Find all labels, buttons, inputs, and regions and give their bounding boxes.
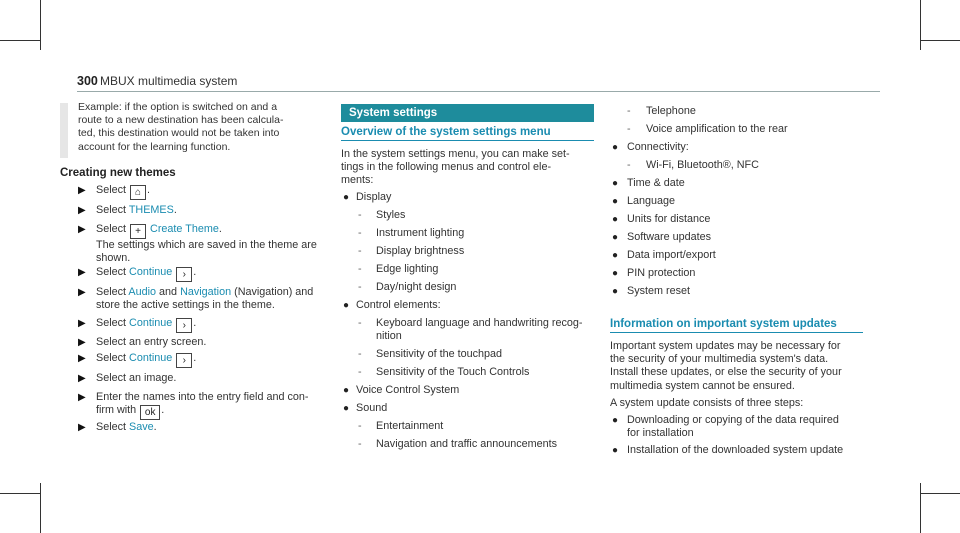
arrow-icon: ▶ xyxy=(78,392,86,403)
continue-link: Continue xyxy=(129,266,173,278)
home-icon: ⌂ xyxy=(130,185,146,200)
crop-mark xyxy=(40,483,41,533)
bullet-icon: ● xyxy=(343,300,350,311)
section-heading: Overview of the system settings menu xyxy=(341,126,551,138)
list-item: Software updates xyxy=(627,231,712,243)
step-item: ▶ Select Continue › . xyxy=(78,266,197,280)
step-item: ▶ Select an image. xyxy=(78,372,177,384)
chevron-right-icon: › xyxy=(176,267,192,282)
bullet-icon: ● xyxy=(343,403,350,414)
note-line: ted, this destination would not be taken into xyxy=(78,127,280,140)
arrow-icon: ▶ xyxy=(78,373,86,384)
list-item: Display brightness xyxy=(376,245,465,257)
dash-icon: - xyxy=(627,159,631,171)
arrow-icon: ▶ xyxy=(78,224,86,235)
continue-link: Continue xyxy=(129,352,173,364)
list-item: Styles xyxy=(376,209,406,221)
bullet-icon: ● xyxy=(612,286,619,297)
list-item: Voice amplification to the rear xyxy=(646,123,788,135)
list-item: Sound xyxy=(356,402,388,414)
list-item: Entertainment xyxy=(376,420,444,432)
list-item: Connectivity: xyxy=(627,141,689,153)
dash-icon: - xyxy=(358,348,362,360)
arrow-icon: ▶ xyxy=(78,422,86,433)
list-item: Day/night design xyxy=(376,281,457,293)
arrow-icon: ▶ xyxy=(78,318,86,329)
paragraph: A system update consists of three steps: xyxy=(610,397,804,409)
crop-mark xyxy=(0,493,40,494)
list-item: Instrument lighting xyxy=(376,227,465,239)
dash-icon: - xyxy=(358,227,362,239)
bullet-icon: ● xyxy=(612,268,619,279)
note-marker xyxy=(60,103,68,158)
list-item: Keyboard language and handwriting recog- nition xyxy=(376,317,583,343)
save-link: Save xyxy=(129,421,154,433)
section-rule xyxy=(610,332,863,333)
list-item: Downloading or copying of the data required for installation xyxy=(627,414,839,440)
list-item: Sensitivity of the Touch Controls xyxy=(376,366,530,378)
dash-icon: - xyxy=(358,317,362,329)
arrow-icon: ▶ xyxy=(78,205,86,216)
intro-text: In the system settings menu, you can make set- tings in the following menus and control ele- ments: xyxy=(341,148,570,187)
bullet-icon: ● xyxy=(612,196,619,207)
dash-icon: - xyxy=(358,366,362,378)
arrow-icon: ▶ xyxy=(78,353,86,364)
list-item: Installation of the downloaded system update xyxy=(627,444,844,456)
bullet-icon: ● xyxy=(612,214,619,225)
section-bar xyxy=(341,104,594,122)
crop-mark xyxy=(920,0,921,50)
step-item: ▶ Select Continue › . xyxy=(78,352,197,366)
dash-icon: - xyxy=(627,123,631,135)
section-rule xyxy=(341,140,594,141)
step-item: ▶ Select Audio and Navigation (Navigation) and store the active settings in the theme. xyxy=(78,286,314,312)
list-item: Control elements: xyxy=(356,299,441,311)
step-item: ▶ Select an entry screen. xyxy=(78,336,207,348)
list-item: Edge lighting xyxy=(376,263,439,275)
header-divider xyxy=(77,91,880,92)
list-item: Wi-Fi, Bluetooth®, NFC xyxy=(646,159,759,171)
list-item: Language xyxy=(627,195,676,207)
note-text xyxy=(78,101,328,154)
step-item: ▶ Select + Create Theme. The settings which are saved in the theme are shown. xyxy=(78,223,317,265)
list-item: Telephone xyxy=(646,105,696,117)
note-line: route to a new destination has been calcula- xyxy=(78,114,284,127)
navigation-link: Navigation xyxy=(180,286,232,298)
list-item: Display xyxy=(356,191,392,203)
list-item: Navigation and traffic announcements xyxy=(376,438,558,450)
crop-mark xyxy=(0,40,40,41)
note-line: Example: if the option is switched on and a xyxy=(78,101,278,113)
bullet-icon: ● xyxy=(612,142,619,153)
chevron-right-icon: › xyxy=(176,318,192,333)
section-heading: Information on important system updates xyxy=(610,318,837,330)
arrow-icon: ▶ xyxy=(78,337,86,348)
dash-icon: - xyxy=(358,281,362,293)
step-item: ▶ Select Continue › . xyxy=(78,317,197,331)
crop-mark xyxy=(920,483,921,533)
step-item: ▶ Select Save. xyxy=(78,421,157,433)
subheading: Creating new themes xyxy=(60,167,176,179)
dash-icon: - xyxy=(358,420,362,432)
dash-icon: - xyxy=(627,105,631,117)
crop-mark xyxy=(920,40,960,41)
dash-icon: - xyxy=(358,263,362,275)
create-theme-link: Create Theme xyxy=(150,223,219,235)
page-title: MBUX multimedia system xyxy=(100,74,238,88)
ok-icon: ok xyxy=(140,405,160,420)
step-item: ▶ Select THEMES. xyxy=(78,204,177,216)
dash-icon: - xyxy=(358,209,362,221)
list-item: PIN protection xyxy=(627,267,696,279)
plus-icon: + xyxy=(130,224,146,239)
bullet-icon: ● xyxy=(612,178,619,189)
list-item: Time & date xyxy=(627,177,685,189)
list-item: Units for distance xyxy=(627,213,711,225)
list-item: Sensitivity of the touchpad xyxy=(376,348,503,360)
page-number: 300 xyxy=(77,74,98,88)
audio-link: Audio xyxy=(128,286,157,298)
list-item: System reset xyxy=(627,285,690,297)
list-item: Voice Control System xyxy=(356,384,460,396)
crop-mark xyxy=(920,493,960,494)
chevron-right-icon: › xyxy=(176,353,192,368)
arrow-icon: ▶ xyxy=(78,185,86,196)
themes-link: THEMES xyxy=(128,204,174,216)
section-bar-title: System settings xyxy=(349,107,438,119)
step-item: ▶ Select ⌂ . xyxy=(78,184,151,198)
note-line: account for the learning function. xyxy=(78,140,231,153)
crop-mark xyxy=(40,0,41,50)
dash-icon: - xyxy=(358,438,362,450)
dash-icon: - xyxy=(358,245,362,257)
continue-link: Continue xyxy=(129,317,173,329)
bullet-icon: ● xyxy=(612,232,619,243)
arrow-icon: ▶ xyxy=(78,287,86,298)
step-text: Select xyxy=(96,184,130,196)
bullet-icon: ● xyxy=(343,385,350,396)
paragraph: Important system updates may be necessary for the security of your multimedia system's data. Install these updates, or else the security of your multimedia system cannot be ensured. xyxy=(610,340,842,392)
step-item: ▶ Enter the names into the entry field and con- firm with ok . xyxy=(78,391,309,419)
bullet-icon: ● xyxy=(612,445,619,456)
bullet-icon: ● xyxy=(612,250,619,261)
bullet-icon: ● xyxy=(612,415,619,426)
bullet-icon: ● xyxy=(343,192,350,203)
list-item: Data import/export xyxy=(627,249,716,261)
arrow-icon: ▶ xyxy=(78,267,86,278)
